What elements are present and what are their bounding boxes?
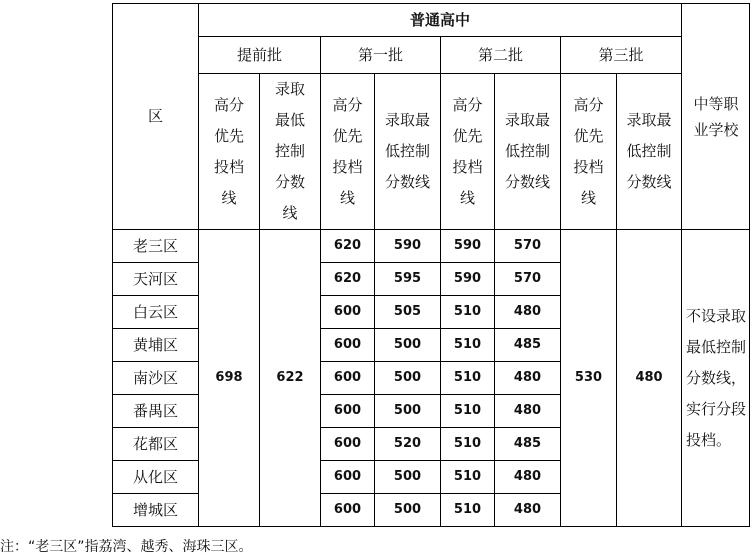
b1-high-cell: 620 (321, 263, 375, 296)
b1-low-cell: 595 (375, 263, 441, 296)
vocational-note: 不设录取最低控制分数线，实行分段投档。 (686, 306, 747, 449)
district-cell: 番禺区 (113, 395, 199, 428)
b1-low-cell: 590 (375, 230, 441, 263)
b1-low-cell: 505 (375, 296, 441, 329)
batch-advance-header: 提前批 (199, 37, 321, 74)
b2-low-cell: 480 (495, 395, 561, 428)
b2-low-header (495, 74, 561, 230)
b1-low-cell: 500 (375, 329, 441, 362)
b3-high-score: 530 (561, 230, 617, 527)
district-cell: 白云区 (113, 296, 199, 329)
b1-low-header-text: 录取最低控制分数线 (384, 111, 430, 191)
b1-low-cell: 500 (375, 395, 441, 428)
district-cell: 黄埔区 (113, 329, 199, 362)
district-cell: 南沙区 (113, 362, 199, 395)
b2-low-cell: 570 (495, 263, 561, 296)
b2-low-cell: 480 (495, 461, 561, 494)
district-cell: 花都区 (113, 428, 199, 461)
advance-high-header-text: 高分优先投档线 (213, 95, 244, 207)
advance-high-header (199, 74, 260, 230)
b2-high-cell: 510 (441, 395, 495, 428)
district-cell: 老三区 (113, 230, 199, 263)
b1-high-header-text: 高分优先投档线 (332, 95, 363, 207)
b1-high-header (321, 74, 375, 230)
vocational-header-text: 中等职业学校 (693, 94, 739, 139)
b2-low-cell: 570 (495, 230, 561, 263)
b1-high-cell: 600 (321, 461, 375, 494)
b1-low-cell: 520 (375, 428, 441, 461)
b2-high-cell: 510 (441, 296, 495, 329)
admission-score-table (112, 3, 750, 527)
ordinary-high-school-header: 普通高中 (199, 4, 682, 37)
advance-low-score: 622 (260, 230, 321, 527)
b2-low-cell: 485 (495, 428, 561, 461)
b1-high-cell: 600 (321, 428, 375, 461)
b1-high-cell: 600 (321, 395, 375, 428)
b2-high-cell: 590 (441, 230, 495, 263)
b2-low-cell: 480 (495, 362, 561, 395)
b2-high-header (441, 74, 495, 230)
b1-low-header (375, 74, 441, 230)
table-row (113, 230, 750, 263)
b3-low-score: 480 (617, 230, 682, 527)
batch-1-header: 第一批 (321, 37, 441, 74)
district-header: 区 (113, 4, 199, 230)
advance-high-score: 698 (199, 230, 260, 527)
b2-low-cell: 480 (495, 494, 561, 527)
b1-low-cell: 500 (375, 362, 441, 395)
b1-high-cell: 600 (321, 296, 375, 329)
b3-low-header-text: 录取最低控制分数线 (626, 111, 672, 191)
b1-low-cell: 500 (375, 494, 441, 527)
b1-high-cell: 600 (321, 362, 375, 395)
batch-3-header: 第三批 (561, 37, 682, 74)
district-cell: 从化区 (113, 461, 199, 494)
b2-high-cell: 510 (441, 494, 495, 527)
district-cell: 增城区 (113, 494, 199, 527)
b2-low-cell: 480 (495, 296, 561, 329)
footnote: 注：“老三区”指荔湾、越秀、海珠三区。 (0, 539, 253, 555)
b1-high-cell: 600 (321, 329, 375, 362)
b2-low-header-text: 录取最低控制分数线 (504, 111, 550, 191)
vocational-header (682, 4, 750, 230)
b2-high-cell: 510 (441, 362, 495, 395)
b2-high-cell: 510 (441, 461, 495, 494)
b2-high-cell: 590 (441, 263, 495, 296)
b1-low-cell: 500 (375, 461, 441, 494)
b2-high-cell: 510 (441, 428, 495, 461)
batch-2-header: 第二批 (441, 37, 561, 74)
b2-high-header-text: 高分优先投档线 (452, 95, 483, 207)
b2-low-cell: 485 (495, 329, 561, 362)
b2-high-cell: 510 (441, 329, 495, 362)
vocational-note-cell (682, 230, 750, 527)
advance-low-header (260, 74, 321, 230)
advance-low-header-text: 录取最低控制分数线 (274, 80, 305, 222)
b1-high-cell: 600 (321, 494, 375, 527)
b3-high-header (561, 74, 617, 230)
district-cell: 天河区 (113, 263, 199, 296)
b3-high-header-text: 高分优先投档线 (573, 95, 604, 207)
b1-high-cell: 620 (321, 230, 375, 263)
b3-low-header (617, 74, 682, 230)
